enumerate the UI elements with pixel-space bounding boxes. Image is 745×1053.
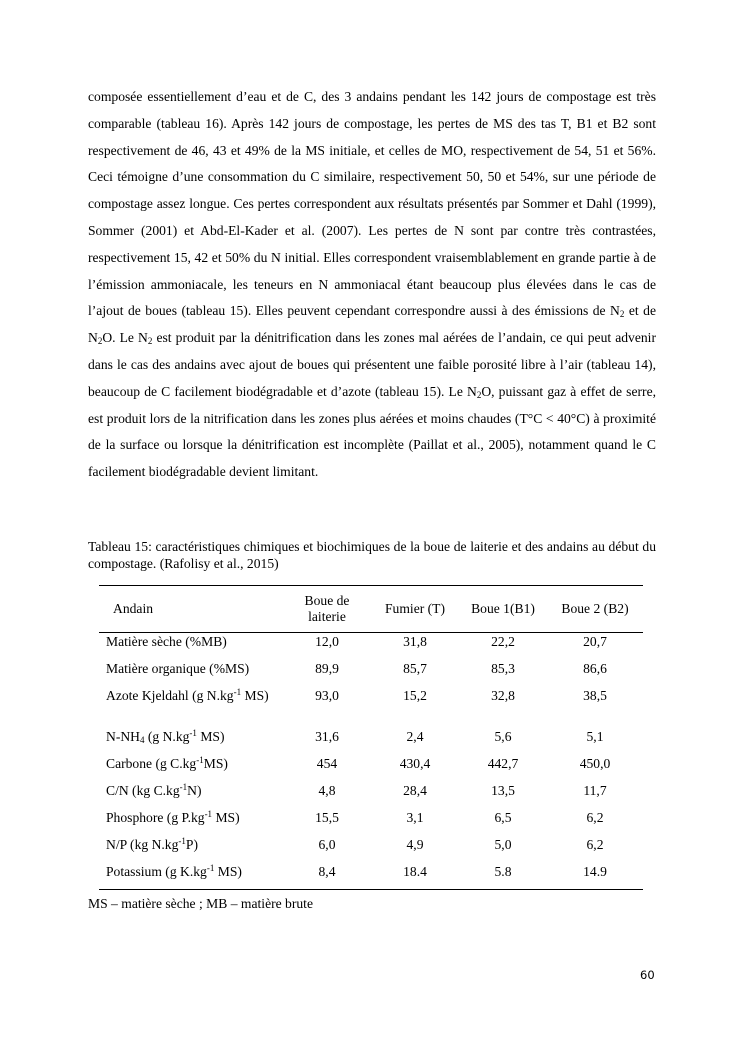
table-cell: 450,0 — [579, 755, 611, 771]
table-cell: 2,4 — [406, 728, 424, 744]
row-label: Azote Kjeldahl (g $N.kg^{-1}$ MS) — [106, 686, 269, 703]
table-cell: 454 — [316, 755, 338, 771]
table-cell: 28,4 — [403, 782, 427, 798]
table-footnote: MS – matière sèche ; MB – matière brute — [88, 896, 313, 911]
column-header: Andain — [113, 601, 154, 616]
table-cell: 4,9 — [406, 836, 424, 852]
table-cell: 8,4 — [318, 863, 336, 879]
table-cell: 93,0 — [315, 687, 339, 703]
table-row — [99, 863, 643, 890]
table-cell: 89,9 — [315, 660, 339, 676]
table-cell: 5.8 — [494, 863, 512, 879]
table-cell: 20,7 — [583, 634, 607, 649]
table-cell: 15,2 — [403, 687, 427, 703]
column-header: Boue 2 (B2) — [561, 601, 629, 616]
table-cell: 6,2 — [586, 836, 604, 852]
table-header-row — [99, 586, 643, 633]
table-cell: 22,2 — [491, 634, 515, 649]
table-cell: 13,5 — [491, 782, 515, 798]
table-cell: 15,5 — [315, 809, 339, 825]
table-cell: 86,6 — [583, 660, 607, 676]
column-header: Boue 1(B1) — [471, 601, 535, 616]
table-cell: 31,6 — [315, 728, 339, 744]
table-caption: Tableau 15: caractéristiques chimiques et biochimiques de la boue de laiterie et des andains au début du compostage. (Rafolisy et al., 2015) — [88, 539, 656, 571]
row-label: Phosphore (g $P.kg^{-1}$ MS) — [106, 808, 240, 825]
table-row — [99, 782, 643, 809]
table-row — [99, 633, 643, 660]
column-header: Boue de laiterie — [304, 593, 350, 624]
table-cell: 85,7 — [403, 660, 427, 676]
table-cell: 4,8 — [318, 782, 336, 798]
row-label: C/N (kg $C.kg^{-1}N$) — [106, 781, 202, 798]
table-cell: 5,0 — [494, 836, 512, 852]
table-cell: 11,7 — [583, 782, 607, 798]
table-cell: 12,0 — [315, 634, 339, 649]
table-row — [99, 660, 643, 687]
row-label: Matière sèche (%MB) — [106, 634, 227, 649]
table-cell: 3,1 — [406, 809, 424, 825]
table-cell: 31,8 — [403, 634, 427, 649]
table-cell: 6,2 — [586, 809, 604, 825]
table-cell: 5,1 — [586, 728, 604, 744]
table-cell: 5,6 — [494, 728, 512, 744]
table-cell: 6,5 — [494, 809, 512, 825]
table-cell: 430,4 — [399, 755, 431, 771]
row-label: $N-NH_4$ (g $N.kg^{-1}$ MS) — [106, 727, 225, 745]
row-label: N/P (kg $N.kg^{-1}P$) — [106, 835, 198, 852]
column-header: Fumier (T) — [384, 601, 446, 616]
row-label: Matière organique (%MS) — [106, 660, 250, 676]
table-cell: 85,3 — [491, 660, 515, 676]
table-row — [99, 755, 643, 782]
table-cell: 18.4 — [403, 863, 427, 879]
table-row — [99, 836, 643, 863]
table-row — [99, 809, 643, 836]
row-label: Carbone (g $C.kg^{-1}MS$) — [106, 754, 228, 771]
data-table — [99, 585, 643, 890]
row-label: Potassium (g $K.kg^{-1}$ MS) — [106, 862, 242, 879]
table-row — [99, 728, 643, 755]
page-number: 60 — [640, 968, 655, 982]
table-row — [99, 687, 643, 728]
table-cell: 442,7 — [487, 755, 519, 771]
table-cell: 38,5 — [583, 687, 607, 703]
table-cell: 32,8 — [491, 687, 515, 703]
table-cell: 6,0 — [318, 836, 336, 852]
table-cell: 14.9 — [583, 863, 607, 879]
body-paragraph: composée essentiellement d’eau et de C, des 3 andains pendant les 142 jours de compostage est très comparable (tableau 16). Après 142 jours de compostage, les pertes de MS des tas T, B1 et B2 sont respectivement de 46, 43 et 49% de la MS initiale, et celles de MO, respectivement de 54, 51 et 56%. Ceci témoigne d’une consommation du C similaire, respectivement 50, 50 et 54%, sur une période de compostage assez longue. Ces pertes correspondent aux résultats présentés par Sommer et Dahl (1999), Sommer (2001) et Abd-El-Kader et al. (2007). Les pertes de N sont par contre très contrastées, respectivement 15, 42 et 50% du N initial. Elles correspondent vraisemblablement en grande partie à de l’émission ammoniacale, les teneurs en N ammoniacal étant beaucoup plus élevées dans le cas de l’ajout de boues (tableau 15). Elles peuvent cependant correspondre aussi à des émissions de $N_2$ et de $N_2O$. Le $N_2$ est produit par la dénitrification dans les zones mal aérées de l’andain, ce qui peut advenir dans le cas des andains avec ajout de boues qui présentent une faible porosité libre à l’air (tableau 14), beaucoup de C facilement biodégradable et d’azote (tableau 15). Le $N_2O$, puissant gaz à effet de serre, est produit lors de la nitrification dans les zones plus aérées et moins chaudes (T°C < 40°C) à proximité de la surface ou lorsque la dénitrification est incomplète (Paillat et al., 2005), notamment quand le C facilement biodégradable devient limitant. — [88, 89, 656, 480]
